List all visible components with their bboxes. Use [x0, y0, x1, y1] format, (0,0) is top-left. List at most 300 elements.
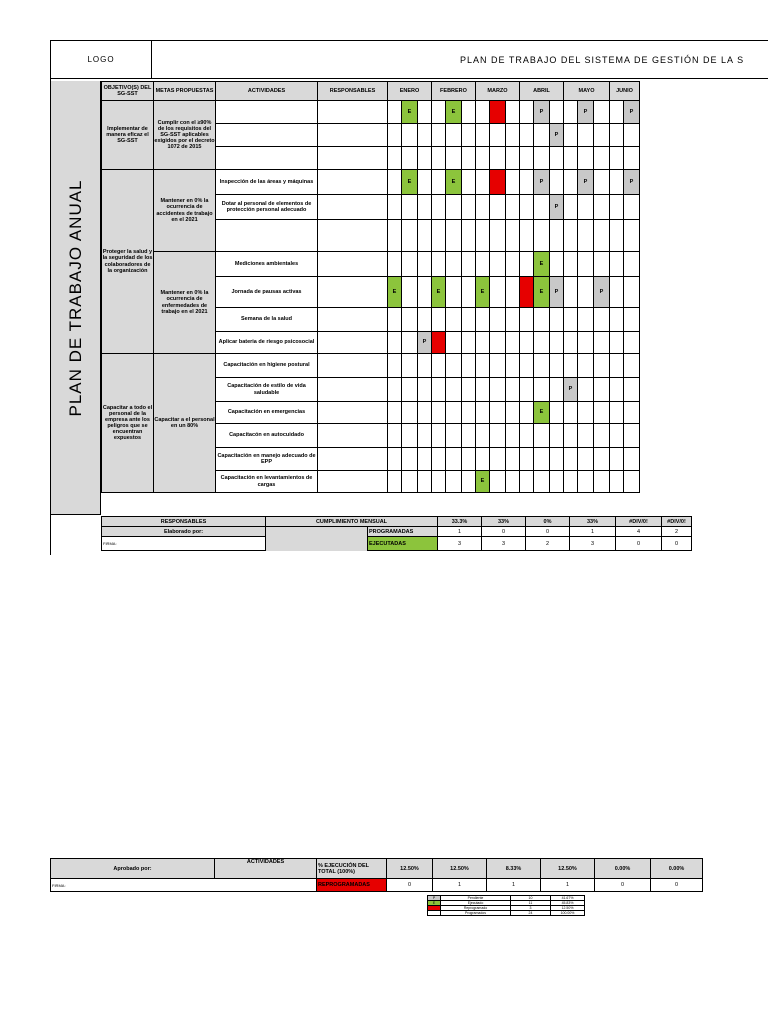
responsible-cell	[318, 378, 388, 402]
schedule-cell: P	[534, 170, 550, 195]
activity-cell	[216, 220, 318, 252]
goal-cell: Capacitar a el personal en un 80%	[154, 354, 216, 493]
activity-row	[102, 101, 640, 124]
schedule-cell	[418, 195, 432, 220]
reprogramadas-value: 1	[487, 879, 541, 892]
schedule-cell	[534, 378, 550, 402]
schedule-cell	[476, 101, 490, 124]
cumplimiento-value: #DIV/0!	[662, 517, 692, 527]
schedule-cell	[490, 402, 506, 424]
schedule-cell	[594, 308, 610, 332]
schedule-cell: P	[564, 378, 578, 402]
activities-label: ACTIVIDADES	[215, 859, 317, 879]
schedule-cell	[610, 252, 624, 277]
responsible-cell	[318, 471, 388, 493]
schedule-cell	[432, 220, 446, 252]
schedule-cell	[520, 308, 534, 332]
responsible-cell	[318, 147, 388, 170]
side-title-panel	[51, 81, 101, 515]
cumplimiento-value: 0%	[526, 517, 570, 527]
schedule-cell	[534, 195, 550, 220]
legend-count: 11	[511, 901, 551, 906]
reprogramadas-value: 1	[433, 879, 487, 892]
objective-cell: Capacitar a todo el personal de la empresa ante los peligros que se encuentran expuestos	[102, 354, 154, 493]
activity-cell: Capacitación en higiene postural	[216, 354, 318, 378]
schedule-cell: P	[578, 170, 594, 195]
work-plan-table	[101, 81, 640, 493]
schedule-cell	[402, 332, 418, 354]
schedule-cell	[564, 402, 578, 424]
schedule-cell	[418, 147, 432, 170]
schedule-cell	[506, 170, 520, 195]
schedule-cell	[624, 354, 640, 378]
schedule-cell	[534, 448, 550, 471]
schedule-cell	[610, 471, 624, 493]
programadas-value: 1	[438, 527, 482, 537]
schedule-cell: P	[418, 332, 432, 354]
col-header-actividades: ACTIVIDADES	[216, 82, 318, 101]
schedule-cell	[610, 378, 624, 402]
activity-row	[102, 252, 640, 277]
col-header-month: ENERO	[388, 82, 432, 101]
col-header-month: MARZO	[476, 82, 520, 101]
schedule-cell: P	[534, 101, 550, 124]
schedule-cell	[476, 354, 490, 378]
schedule-cell	[476, 170, 490, 195]
schedule-cell	[490, 378, 506, 402]
schedule-cell	[534, 124, 550, 147]
legend-pct: 45.83%	[551, 901, 585, 906]
ejecutadas-value: 2	[526, 537, 570, 551]
goal-cell: Mantener en 0% la ocurrencia de accidentes de trabajo en el 2021	[154, 170, 216, 252]
schedule-cell	[446, 277, 462, 308]
schedule-cell	[578, 332, 594, 354]
schedule-cell	[550, 448, 564, 471]
schedule-cell	[564, 147, 578, 170]
schedule-cell	[578, 124, 594, 147]
schedule-cell	[388, 147, 402, 170]
schedule-cell	[624, 195, 640, 220]
responsible-cell	[318, 354, 388, 378]
legend-count: 10	[511, 896, 551, 901]
ejecutadas-value: 3	[570, 537, 616, 551]
schedule-cell	[388, 124, 402, 147]
legend-label: Programados	[441, 911, 511, 916]
schedule-cell	[402, 124, 418, 147]
legend-code: P	[428, 896, 441, 901]
schedule-cell	[550, 220, 564, 252]
schedule-cell	[624, 147, 640, 170]
cumplimiento-value: 33.3%	[438, 517, 482, 527]
schedule-cell	[564, 354, 578, 378]
schedule-cell	[578, 471, 594, 493]
schedule-cell	[624, 448, 640, 471]
schedule-cell	[402, 147, 418, 170]
schedule-cell	[506, 448, 520, 471]
schedule-cell	[550, 424, 564, 448]
schedule-cell	[418, 101, 432, 124]
elaborado-label: Elaborado por:	[102, 527, 266, 537]
activity-cell: Dotar al personal de elementos de protección personal adecuado	[216, 195, 318, 220]
reprogramadas-value: 0	[387, 879, 433, 892]
schedule-cell	[490, 424, 506, 448]
schedule-cell	[388, 170, 402, 195]
schedule-cell	[388, 195, 402, 220]
schedule-cell	[418, 308, 432, 332]
schedule-cell	[490, 332, 506, 354]
schedule-cell	[490, 195, 506, 220]
schedule-cell	[446, 424, 462, 448]
schedule-cell: P	[550, 277, 564, 308]
schedule-cell	[564, 448, 578, 471]
schedule-cell	[432, 308, 446, 332]
schedule-cell	[506, 424, 520, 448]
schedule-cell	[520, 354, 534, 378]
schedule-cell	[388, 101, 402, 124]
schedule-cell: E	[476, 277, 490, 308]
schedule-cell: P	[624, 101, 640, 124]
schedule-cell	[610, 277, 624, 308]
schedule-cell	[462, 448, 476, 471]
activity-cell: Capacitacón en autocuidado	[216, 424, 318, 448]
schedule-cell	[432, 252, 446, 277]
schedule-cell	[624, 332, 640, 354]
schedule-cell	[594, 124, 610, 147]
schedule-cell: E	[534, 252, 550, 277]
responsible-cell	[318, 402, 388, 424]
schedule-cell	[550, 308, 564, 332]
schedule-cell	[564, 195, 578, 220]
schedule-cell	[490, 252, 506, 277]
schedule-cell	[462, 277, 476, 308]
schedule-cell	[490, 308, 506, 332]
schedule-cell	[594, 378, 610, 402]
schedule-cell	[476, 252, 490, 277]
schedule-cell	[578, 354, 594, 378]
schedule-cell	[490, 220, 506, 252]
schedule-cell	[594, 354, 610, 378]
schedule-cell	[506, 277, 520, 308]
schedule-cell	[564, 170, 578, 195]
schedule-cell: E	[402, 101, 418, 124]
objective-cell: Implementar de manera eficaz el SG-SST	[102, 101, 154, 170]
schedule-cell	[388, 378, 402, 402]
schedule-cell	[388, 220, 402, 252]
schedule-cell	[432, 471, 446, 493]
schedule-cell	[476, 195, 490, 220]
schedule-cell	[418, 378, 432, 402]
schedule-cell	[578, 252, 594, 277]
schedule-cell	[446, 471, 462, 493]
schedule-cell	[594, 471, 610, 493]
schedule-cell	[564, 220, 578, 252]
schedule-cell	[402, 354, 418, 378]
schedule-cell	[550, 101, 564, 124]
schedule-cell	[506, 378, 520, 402]
schedule-cell	[432, 448, 446, 471]
schedule-cell	[446, 332, 462, 354]
schedule-cell	[402, 308, 418, 332]
schedule-cell	[578, 195, 594, 220]
legend-code: R	[428, 906, 441, 911]
schedule-cell	[432, 147, 446, 170]
schedule-cell: E	[446, 101, 462, 124]
ejecucion-value: 12.50%	[433, 859, 487, 879]
responsible-cell	[318, 195, 388, 220]
activity-cell	[216, 147, 318, 170]
schedule-cell	[578, 277, 594, 308]
schedule-cell	[446, 252, 462, 277]
schedule-cell: E	[446, 170, 462, 195]
schedule-cell	[446, 402, 462, 424]
reprogramadas-value: 1	[541, 879, 595, 892]
goal-cell: Mantener en 0% la ocurrencia de enfermedades de trabajo en el 2021	[154, 252, 216, 354]
schedule-cell	[610, 424, 624, 448]
schedule-cell	[520, 220, 534, 252]
schedule-cell	[402, 195, 418, 220]
schedule-cell	[432, 378, 446, 402]
schedule-cell	[594, 424, 610, 448]
schedule-cell	[534, 354, 550, 378]
schedule-cell	[578, 448, 594, 471]
responsible-cell	[318, 252, 388, 277]
responsible-cell	[318, 448, 388, 471]
activity-row	[102, 170, 640, 195]
schedule-cell	[594, 448, 610, 471]
schedule-cell	[476, 448, 490, 471]
schedule-cell	[534, 332, 550, 354]
schedule-cell	[594, 170, 610, 195]
schedule-cell	[462, 101, 476, 124]
schedule-cell: E	[402, 170, 418, 195]
schedule-cell: P	[550, 124, 564, 147]
legend-label: Ejecutado	[441, 901, 511, 906]
schedule-cell	[610, 147, 624, 170]
work-plan-sheet	[50, 40, 768, 555]
side-title: PLAN DE TRABAJO ANUAL	[65, 178, 85, 417]
schedule-cell	[388, 424, 402, 448]
ejecutadas-label: EJECUTADAS	[368, 537, 438, 551]
summary-table	[101, 516, 692, 551]
schedule-cell	[578, 220, 594, 252]
cumplimiento-value: #DIV/0!	[616, 517, 662, 527]
schedule-cell	[550, 402, 564, 424]
schedule-cell	[564, 277, 578, 308]
approval-table	[50, 858, 703, 892]
schedule-cell	[520, 332, 534, 354]
schedule-cell	[446, 354, 462, 378]
schedule-cell	[402, 378, 418, 402]
schedule-cell	[520, 101, 534, 124]
programadas-value: 1	[570, 527, 616, 537]
schedule-cell	[578, 147, 594, 170]
schedule-cell	[432, 124, 446, 147]
schedule-cell	[418, 448, 432, 471]
schedule-cell	[520, 402, 534, 424]
activity-row	[102, 354, 640, 378]
schedule-cell	[418, 471, 432, 493]
schedule-cell	[506, 402, 520, 424]
cumplimiento-label: CUMPLIMIENTO MENSUAL	[266, 517, 438, 527]
objective-cell: Proteger la salud y la seguridad de los colaboradores de la organización	[102, 170, 154, 354]
schedule-cell	[624, 402, 640, 424]
cumplimiento-value: 33%	[570, 517, 616, 527]
schedule-cell: P	[550, 195, 564, 220]
legend-code: E	[428, 901, 441, 906]
legend-count: 3	[511, 906, 551, 911]
activity-cell: Inspección de las áreas y máquinas	[216, 170, 318, 195]
schedule-cell: R	[490, 101, 506, 124]
schedule-cell	[446, 448, 462, 471]
schedule-cell	[624, 424, 640, 448]
schedule-cell	[418, 402, 432, 424]
schedule-cell	[388, 252, 402, 277]
schedule-cell	[578, 308, 594, 332]
schedule-cell	[418, 354, 432, 378]
schedule-cell	[462, 252, 476, 277]
schedule-cell	[520, 147, 534, 170]
schedule-cell	[550, 332, 564, 354]
schedule-cell	[388, 354, 402, 378]
col-header-month: FEBRERO	[432, 82, 476, 101]
activity-cell	[216, 124, 318, 147]
programadas-value: 2	[662, 527, 692, 537]
programadas-value: 0	[526, 527, 570, 537]
schedule-cell	[610, 402, 624, 424]
ejecutadas-value: 3	[482, 537, 526, 551]
responsible-cell	[318, 124, 388, 147]
schedule-cell	[432, 354, 446, 378]
schedule-cell	[446, 195, 462, 220]
schedule-cell	[402, 252, 418, 277]
aprobado-label: Aprobado por:	[51, 859, 215, 879]
schedule-cell	[506, 124, 520, 147]
schedule-cell: R	[490, 170, 506, 195]
schedule-cell	[476, 220, 490, 252]
schedule-cell	[418, 170, 432, 195]
schedule-cell	[578, 424, 594, 448]
schedule-cell	[462, 147, 476, 170]
schedule-cell	[476, 378, 490, 402]
schedule-cell	[550, 471, 564, 493]
schedule-cell	[506, 147, 520, 170]
schedule-cell	[624, 220, 640, 252]
schedule-cell: P	[594, 277, 610, 308]
schedule-cell	[462, 170, 476, 195]
schedule-cell	[594, 252, 610, 277]
ejecutadas-value: 0	[662, 537, 692, 551]
schedule-cell	[550, 378, 564, 402]
schedule-cell: P	[578, 101, 594, 124]
schedule-cell	[446, 124, 462, 147]
activity-cell: Capacitación en emergencias	[216, 402, 318, 424]
schedule-cell	[594, 220, 610, 252]
schedule-cell	[506, 252, 520, 277]
logo-placeholder: LOGO	[51, 41, 152, 79]
schedule-cell	[418, 424, 432, 448]
schedule-cell	[402, 402, 418, 424]
schedule-cell	[462, 378, 476, 402]
responsible-cell	[318, 170, 388, 195]
schedule-cell	[550, 252, 564, 277]
schedule-cell	[578, 378, 594, 402]
legend-code	[428, 911, 441, 916]
schedule-cell	[432, 402, 446, 424]
document-title: PLAN DE TRABAJO DEL SISTEMA DE GESTIÓN DE LA S	[152, 41, 768, 79]
schedule-cell	[490, 277, 506, 308]
schedule-cell: R	[520, 277, 534, 308]
schedule-cell	[610, 332, 624, 354]
schedule-cell	[550, 147, 564, 170]
schedule-cell	[462, 402, 476, 424]
goal-cell: Cumplir con el ≥90% de los requisitos del SG-SST aplicables exigidos por el decreto 1072 de 2015	[154, 101, 216, 170]
programadas-label: PROGRAMADAS	[368, 527, 438, 537]
legend-count: 24	[511, 911, 551, 916]
schedule-cell	[490, 147, 506, 170]
schedule-cell	[564, 471, 578, 493]
schedule-cell	[564, 101, 578, 124]
legend-pct: 100.00%	[551, 911, 585, 916]
schedule-cell	[624, 277, 640, 308]
schedule-cell	[402, 471, 418, 493]
schedule-cell	[490, 471, 506, 493]
schedule-cell	[624, 471, 640, 493]
schedule-cell	[610, 101, 624, 124]
col-header-month: JUNIO	[610, 82, 640, 101]
col-header-metas: METAS PROPUESTAS	[154, 82, 216, 101]
schedule-cell	[610, 448, 624, 471]
schedule-cell	[506, 308, 520, 332]
reprogramadas-label: REPROGRAMADAS	[317, 879, 387, 892]
schedule-cell	[610, 354, 624, 378]
schedule-cell	[550, 354, 564, 378]
schedule-cell	[490, 354, 506, 378]
ejecutadas-value: 3	[438, 537, 482, 551]
schedule-cell	[624, 124, 640, 147]
schedule-cell	[520, 471, 534, 493]
responsible-cell	[318, 220, 388, 252]
activity-cell	[216, 101, 318, 124]
status-legend	[427, 895, 585, 916]
schedule-cell	[462, 354, 476, 378]
schedule-cell	[594, 101, 610, 124]
schedule-cell	[610, 195, 624, 220]
schedule-cell	[564, 424, 578, 448]
cumplimiento-value: 33%	[482, 517, 526, 527]
schedule-cell: P	[624, 170, 640, 195]
schedule-cell	[462, 332, 476, 354]
schedule-cell	[476, 424, 490, 448]
schedule-cell	[446, 220, 462, 252]
schedule-cell	[476, 332, 490, 354]
schedule-cell	[520, 195, 534, 220]
schedule-cell	[534, 424, 550, 448]
schedule-cell	[388, 471, 402, 493]
schedule-cell	[462, 424, 476, 448]
activity-cell: Capacitación en levantamientos de cargas	[216, 471, 318, 493]
schedule-cell	[476, 147, 490, 170]
schedule-cell	[520, 124, 534, 147]
schedule-cell	[520, 378, 534, 402]
schedule-cell	[506, 332, 520, 354]
schedule-cell	[506, 220, 520, 252]
responsables-label: RESPONSABLES	[102, 517, 266, 527]
schedule-cell	[446, 378, 462, 402]
schedule-cell	[402, 277, 418, 308]
schedule-cell	[564, 252, 578, 277]
schedule-cell	[610, 124, 624, 147]
schedule-cell	[534, 220, 550, 252]
